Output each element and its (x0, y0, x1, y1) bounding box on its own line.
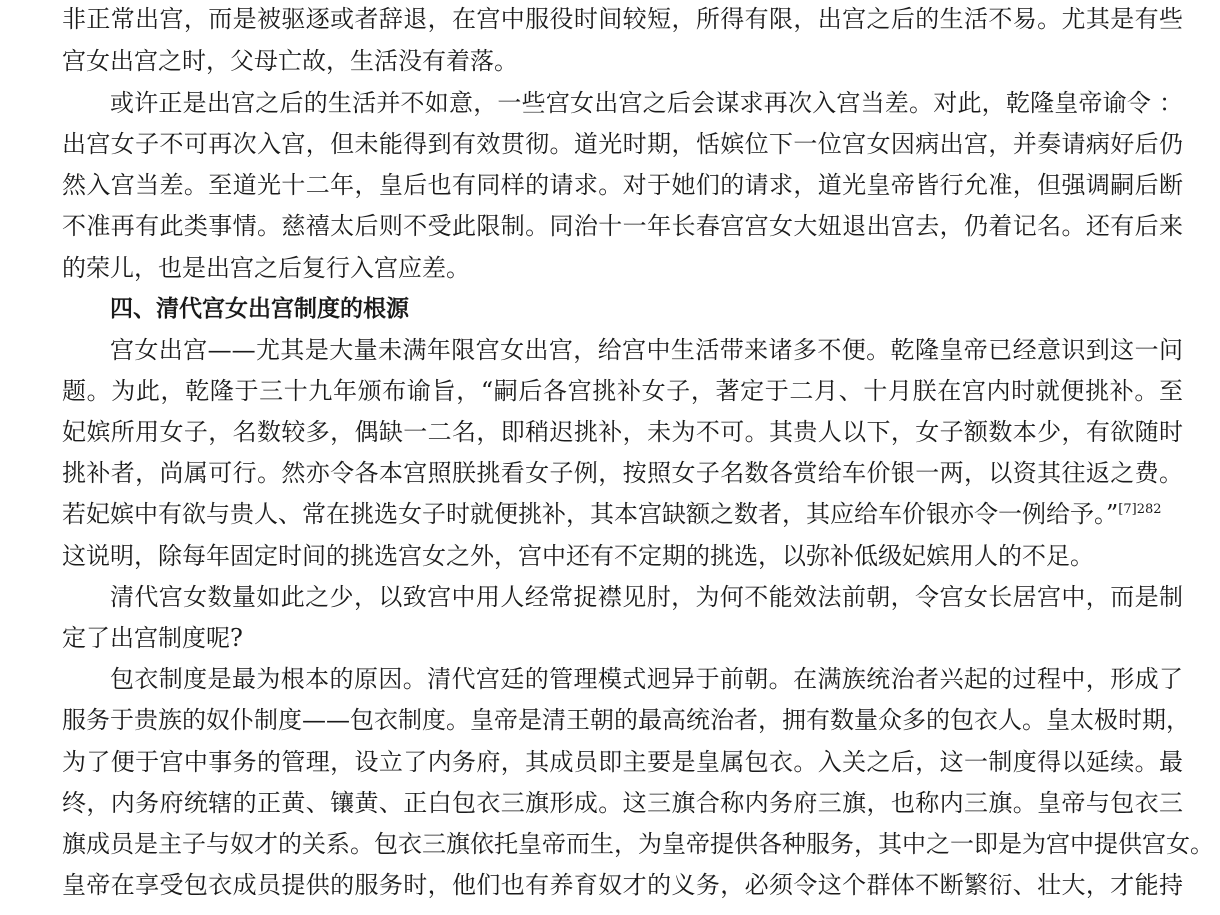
text-line: 终，内务府统辖的正黄、镶黄、正白包衣三旗形成。这三旗合称内务府三旗，也称内三旗。皇帝与包衣三 (62, 789, 1183, 817)
text-line: 宫女出宫之时，父母亡故，生活没有着落。 (62, 47, 518, 75)
section-heading: 四、清代宫女出宫制度的根源 (110, 296, 409, 322)
text-line-with-citation (62, 497, 1183, 531)
text-line: 的荣儿，也是出宫之后复行入宫应差。 (62, 254, 470, 282)
paragraph-start: 或许正是出宫之后的生活并不如意，一些宫女出宫之后会谋求再次入宫当差。对此，乾隆皇帝谕令 ： (110, 89, 1183, 117)
text-line: 旗成员是主子与奴才的关系。包衣三旗依托皇帝而生，为皇帝提供各种服务，其中之一即是为宫中提供宫女。 (62, 830, 1214, 858)
text-line: 皇帝在享受包衣成员提供的服务时，他们也有养育奴才的义务，必须令这个群体不断繁衍、壮大，才能持 (62, 871, 1183, 899)
text-line: 题。为此，乾隆于三十九年颁布谕旨，“嗣后各宫挑补女子，著定于二月、十月朕在宫内时就便挑补。至 (62, 377, 1183, 405)
text-line: 若妃嫔中有欲与贵人、常在挑选女子时就便挑补，其本宫缺额之数者，其应给车价银亦令一例给予。” (62, 500, 1119, 528)
text-line: 不准再有此类事情。慈禧太后则不受此限制。同治十一年长春宫宫女大妞退出宫去，仍着记名。还有后来 (62, 212, 1183, 240)
text-line: 这说明，除每年固定时间的挑选宫女之外，宫中还有不定期的挑选，以弥补低级妃嫔用人的不足。 (62, 542, 1094, 570)
citation-superscript: [7]282 (1118, 502, 1162, 517)
text-line: 服务于贵族的奴仆制度——包衣制度。皇帝是清王朝的最高统治者，拥有数量众多的包衣人。皇太极时期， (62, 706, 1190, 734)
text-line: 定了出宫制度呢? (62, 624, 243, 652)
paragraph-start: 包衣制度是最为根本的原因。清代宫廷的管理模式迥异于前朝。在满族统治者兴起的过程中，形成了 (110, 665, 1183, 693)
text-line: 挑补者，尚属可行。然亦令各本宫照朕挑看女子例，按照女子名数各赏给车价银一两，以资其往返之费。 (62, 459, 1183, 487)
text-line: 为了便于宫中事务的管理，设立了内务府，其成员即主要是皇属包衣。入关之后，这一制度得以延续。最 (62, 748, 1183, 776)
text-line: 妃嫔所用女子，名数较多，偶缺一二名，即稍迟挑补，未为不可。其贵人以下，女子额数本少，有欲随时 (62, 418, 1183, 446)
text-line: 非正常出宫，而是被驱逐或者辞退，在宫中服役时间较短，所得有限，出宫之后的生活不易。尤其是有些 (62, 5, 1183, 33)
text-line: 然入宫当差。至道光十二年，皇后也有同样的请求。对于她们的请求，道光皇帝皆行允准，但强调嗣后断 (62, 171, 1183, 199)
paragraph-start: 宫女出宫——尤其是大量未满年限宫女出宫，给宫中生活带来诸多不便。乾隆皇帝已经意识到这一问 (110, 336, 1183, 364)
paragraph-start: 清代宫女数量如此之少，以致宫中用人经常捉襟见肘，为何不能效法前朝，令宫女长居宫中，而是制 (110, 583, 1183, 611)
text-line: 出宫女子不可再次入宫，但未能得到有效贯彻。道光时期，恬嫔位下一位宫女因病出宫，并奏请病好后仍 (62, 130, 1183, 158)
